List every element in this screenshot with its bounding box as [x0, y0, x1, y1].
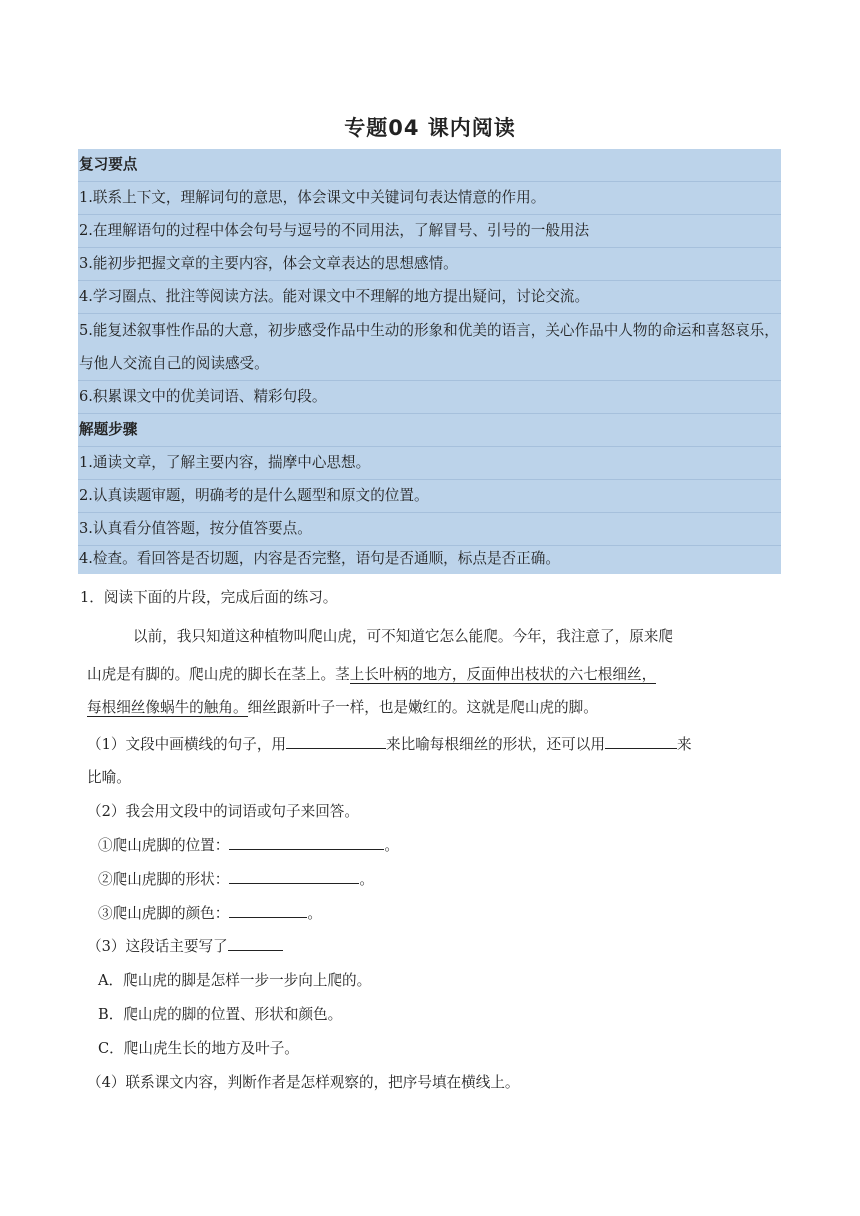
answer-blank[interactable] [229, 869, 359, 884]
question-4: （4）联系课文内容，判断作者是怎样观察的，把序号填在横线上。 [87, 1074, 520, 1091]
review-item: 1.联系上下文，理解词句的意思，体会课文中关键词句表达情意的作用。 [78, 181, 781, 214]
review-heading: 复习要点 [78, 149, 781, 181]
option-a[interactable]: A．爬山虎的脚是怎样一步一步向上爬的。 [98, 972, 372, 989]
review-item: 5.能复述叙事性作品的大意，初步感受作品中生动的形象和优美的语言，关心作品中人物的命运和喜怒哀乐，与他人交流自己的阅读感受。 [78, 313, 781, 380]
review-item: 6.积累课文中的优美词语、精彩句段。 [78, 380, 781, 413]
page-title: 专题04 课内阅读 [344, 116, 516, 140]
q1-text: 来 [676, 736, 692, 753]
answer-blank[interactable] [228, 936, 283, 951]
passage-line [87, 663, 656, 684]
passage-line: 以前，我只知道这种植物叫爬山虎，可不知道它怎么能爬。今年，我注意了，原来爬 [133, 628, 673, 645]
q1-text: （1）文段中画横线的句子，用 [87, 736, 287, 753]
question-2: （2）我会用文段中的词语或句子来回答。 [87, 803, 359, 820]
passage-text: 细丝跟新叶子一样，也是嫩红的。这就是爬山虎的脚。 [247, 699, 598, 716]
step-item: 1.通读文章，了解主要内容，揣摩中心思想。 [78, 446, 781, 479]
review-item: 2.在理解语句的过程中体会句号与逗号的不同用法，了解冒号、引号的一般用法 [78, 214, 781, 247]
steps-heading: 解题步骤 [78, 413, 781, 446]
q2-item [98, 868, 374, 889]
underlined-sentence: 上长叶柄的地方，反面伸出枝状的六七根细丝， [349, 666, 657, 683]
q2-label: ①爬山虎脚的位置： [98, 837, 230, 854]
answer-blank[interactable] [229, 903, 307, 918]
question-3 [87, 935, 283, 956]
q2-end: 。 [359, 871, 374, 888]
q1-text: 来比喻每根细丝的形状，还可以用 [386, 736, 605, 753]
q2-end: 。 [307, 905, 322, 922]
exercise-number: 1．阅读下面的片段，完成后面的练习。 [80, 589, 338, 606]
q2-end: 。 [384, 837, 399, 854]
passage-text: 山虎是有脚的。爬山虎的脚长在茎上。茎 [87, 666, 350, 683]
step-item: 2.认真读题审题，明确考的是什么题型和原文的位置。 [78, 479, 781, 512]
q1-continuation: 比喻。 [87, 769, 131, 786]
answer-blank[interactable] [605, 734, 677, 749]
q2-label: ②爬山虎脚的形状： [98, 871, 230, 888]
passage-line [87, 696, 598, 717]
answer-blank[interactable] [286, 734, 386, 749]
q2-item [98, 902, 322, 923]
review-box [78, 149, 781, 574]
answer-blank[interactable] [229, 835, 384, 850]
option-c[interactable]: C．爬山虎生长的地方及叶子。 [98, 1040, 299, 1057]
step-item: 4.检查。看回答是否切题，内容是否完整，语句是否通顺，标点是否正确。 [78, 545, 781, 574]
underlined-sentence: 每根细丝像蜗牛的触角。 [87, 699, 248, 716]
option-b[interactable]: B．爬山虎的脚的位置、形状和颜色。 [98, 1006, 343, 1023]
question-1 [87, 733, 692, 754]
review-item: 3.能初步把握文章的主要内容，体会文章表达的思想感情。 [78, 247, 781, 280]
step-item: 3.认真看分值答题，按分值答要点。 [78, 512, 781, 545]
review-item: 4.学习圈点、批注等阅读方法。能对课文中不理解的地方提出疑问，讨论交流。 [78, 280, 781, 313]
q2-item [98, 834, 399, 855]
q2-label: ③爬山虎脚的颜色： [98, 905, 230, 922]
q3-text: （3）这段话主要写了 [87, 938, 228, 955]
